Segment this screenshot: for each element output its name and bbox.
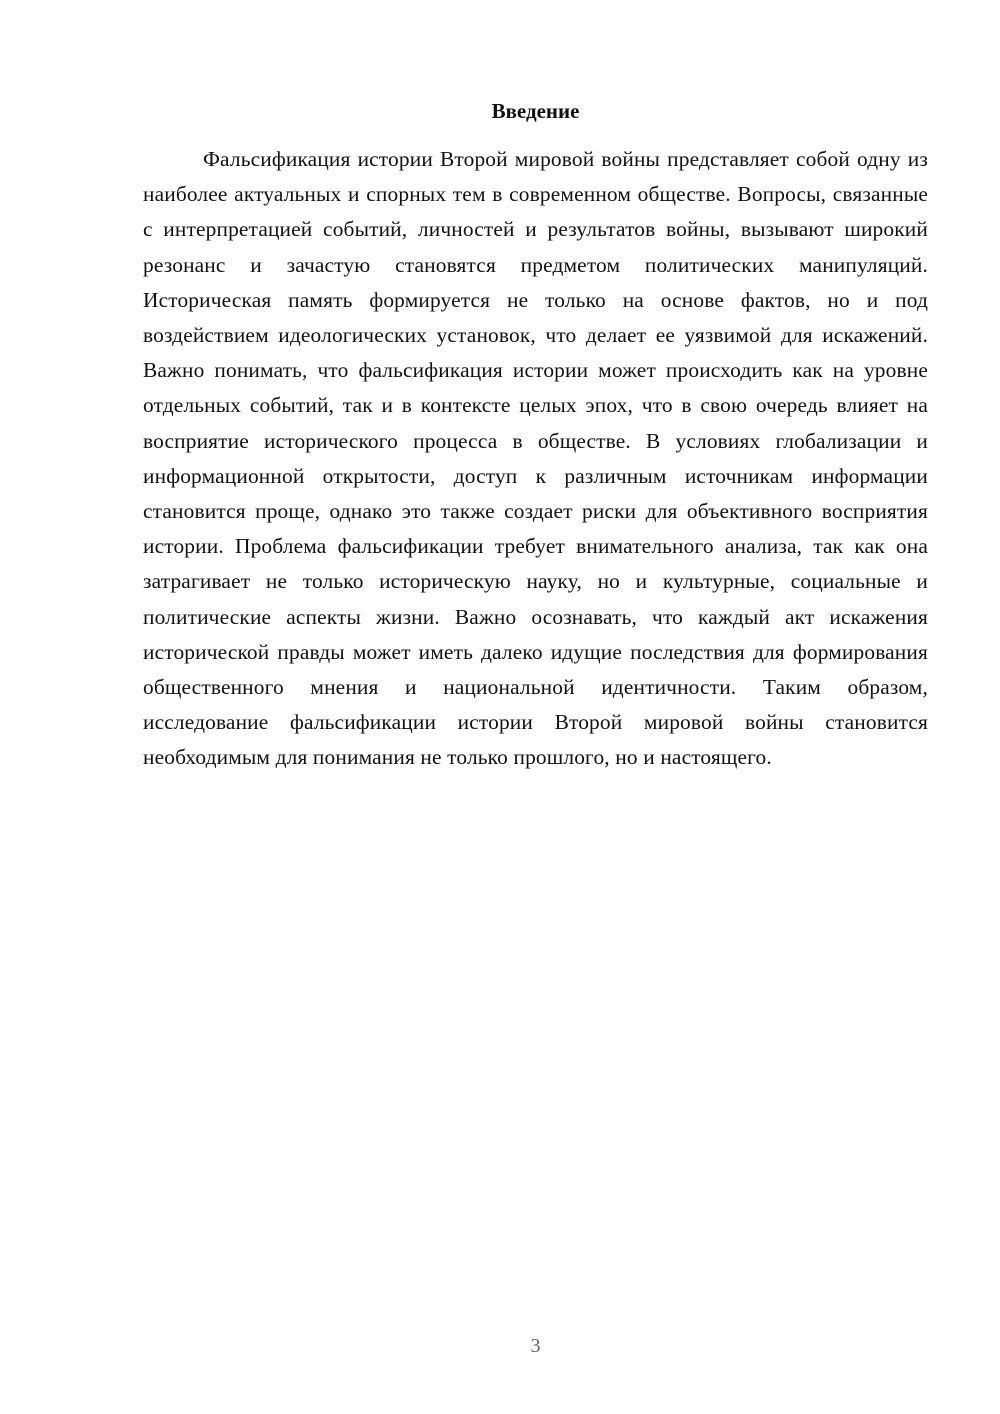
page-number: 3 [530,1335,541,1357]
section-heading: Введение [491,99,580,123]
body-paragraph: Фальсификация истории Второй мировой войны представляет собой одну из наиболее актуальных и спорных тем в современном обществе. Вопросы, связанные с интерпретацией событий, личностей и результатов войны, вызывают широкий резонанс и зачастую становятся предметом политических манипуляций. Историческая память формируется не только на основе фактов, но и под воздействием идеологических установок, что делает ее уязвимой для искажений. Важно понимать, что фальсификация истории может происходить как на уровне отдельных событий, так и в контексте целых эпох, что в свою очередь влияет на восприятие исторического процесса в обществе. В условиях глобализации и информационной открытости, доступ к различным источникам информации становится проще, однако это также создает риски для объективного восприятия истории. Проблема фальсификации требует внимательного анализа, так как она затрагивает не только историческую науку, но и культурные, социальные и политические аспекты жизни. Важно осознавать, что каждый акт искажения исторической правды может иметь далеко идущие последствия для формирования общественного мнения и национальной идентичности. Таким образом, исследование фальсификации истории Второй мировой войны становится необходимым для понимания не только прошлого, но и настоящего. [143,147,928,770]
